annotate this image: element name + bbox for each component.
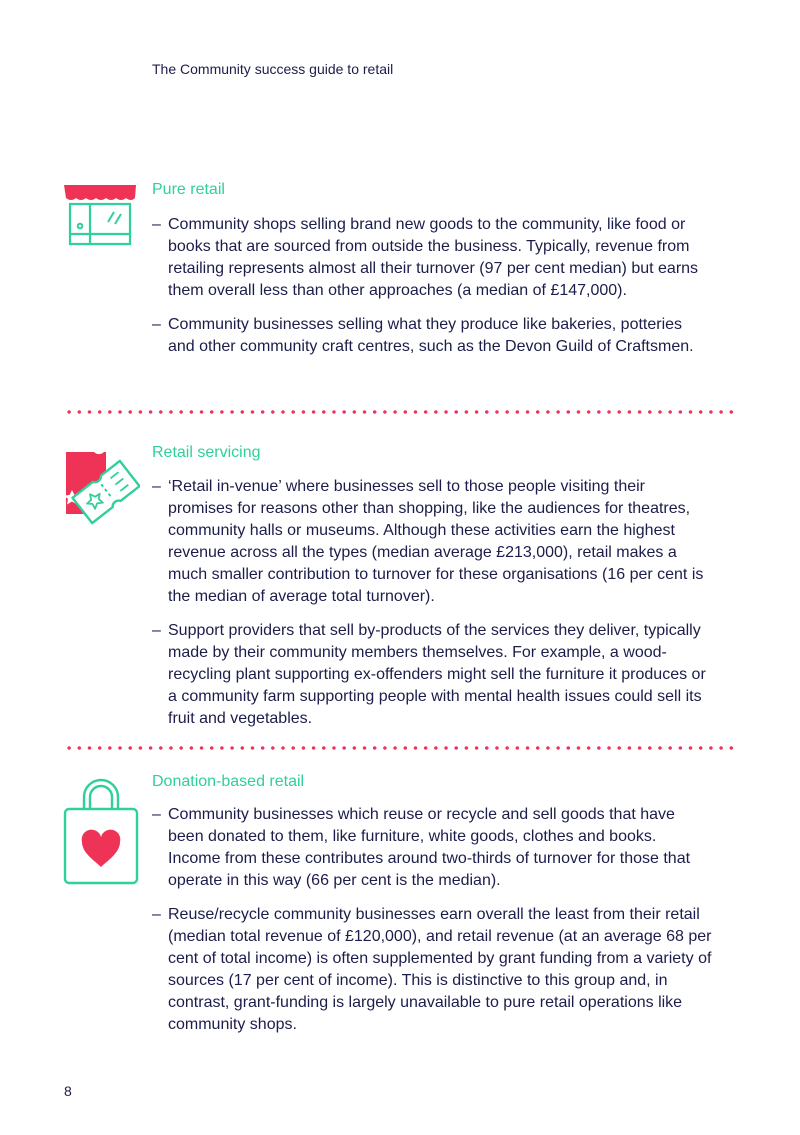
bullet-marker: – (152, 216, 161, 233)
bullet-text: Community businesses which reuse or recycle and sell goods that have been donated to them, like furniture, white goods, clothes and books. Income from these contributes around two-thirds of turnover for those that operate in this way (66 per cent is the median). (168, 806, 691, 889)
bullet-text: Support providers that sell by-products of the services they deliver, typically made by their community members themselves. For example, a wood-recycling plant supporting ex-offenders might sell the furniture it produces or a community farm supporting people with mental health issues could sell its fruit and vegetables. (168, 622, 706, 727)
dotted-divider (64, 410, 736, 414)
heart-bag-icon (62, 775, 140, 892)
running-header: The Community success guide to retail (152, 61, 394, 77)
section-title: Retail servicing (152, 444, 261, 461)
bullet-marker: – (152, 478, 161, 495)
list-item (152, 804, 712, 892)
list-item (152, 620, 712, 730)
section-title: Donation-based retail (152, 773, 305, 790)
section-title: Pure retail (152, 181, 225, 198)
list-item (152, 314, 712, 358)
shop-front-icon (62, 182, 138, 253)
tickets-icon (62, 448, 140, 533)
list-item (152, 904, 712, 1036)
bullet-marker: – (152, 906, 161, 923)
bullet-text: Community shops selling brand new goods to the community, like food or books that are sourced from outside the business. Typically, revenue from retailing represents almost all their turnover (97 per cent median) but earns them overall less than other approaches (a median of £147,000). (168, 216, 699, 299)
bullet-text: Reuse/recycle community businesses earn overall the least from their retail (median total revenue of £120,000), and retail revenue (at an average 68 per cent of total income) is often supplemented by grant funding from a variety of sources (17 per cent of income). This is distinctive to this group and, in contrast, grant-funding is largely unavailable to pure retail operations like community shops. (168, 906, 712, 1033)
page-number: 8 (64, 1083, 72, 1099)
bullet-marker: – (152, 806, 161, 823)
bullet-marker: – (152, 622, 161, 639)
bullet-text: Community businesses selling what they produce like bakeries, potteries and other community craft centres, such as the Devon Guild of Craftsmen. (168, 316, 694, 355)
bullet-list (152, 214, 712, 370)
bullet-list (152, 804, 712, 1048)
dotted-divider (64, 746, 736, 750)
bullet-marker: – (152, 316, 161, 333)
bullet-list (152, 476, 712, 742)
list-item (152, 214, 712, 302)
list-item (152, 476, 712, 608)
bullet-text: ‘Retail in-venue’ where businesses sell to those people visiting their promises for reasons other than shopping, like the audiences for theatres, community halls or museums. Although these activities earn the highest revenue across all the types (median average £213,000), retail makes a much smaller contribution to turnover for these organisations (16 per cent is the median of average total turnover). (168, 478, 704, 605)
